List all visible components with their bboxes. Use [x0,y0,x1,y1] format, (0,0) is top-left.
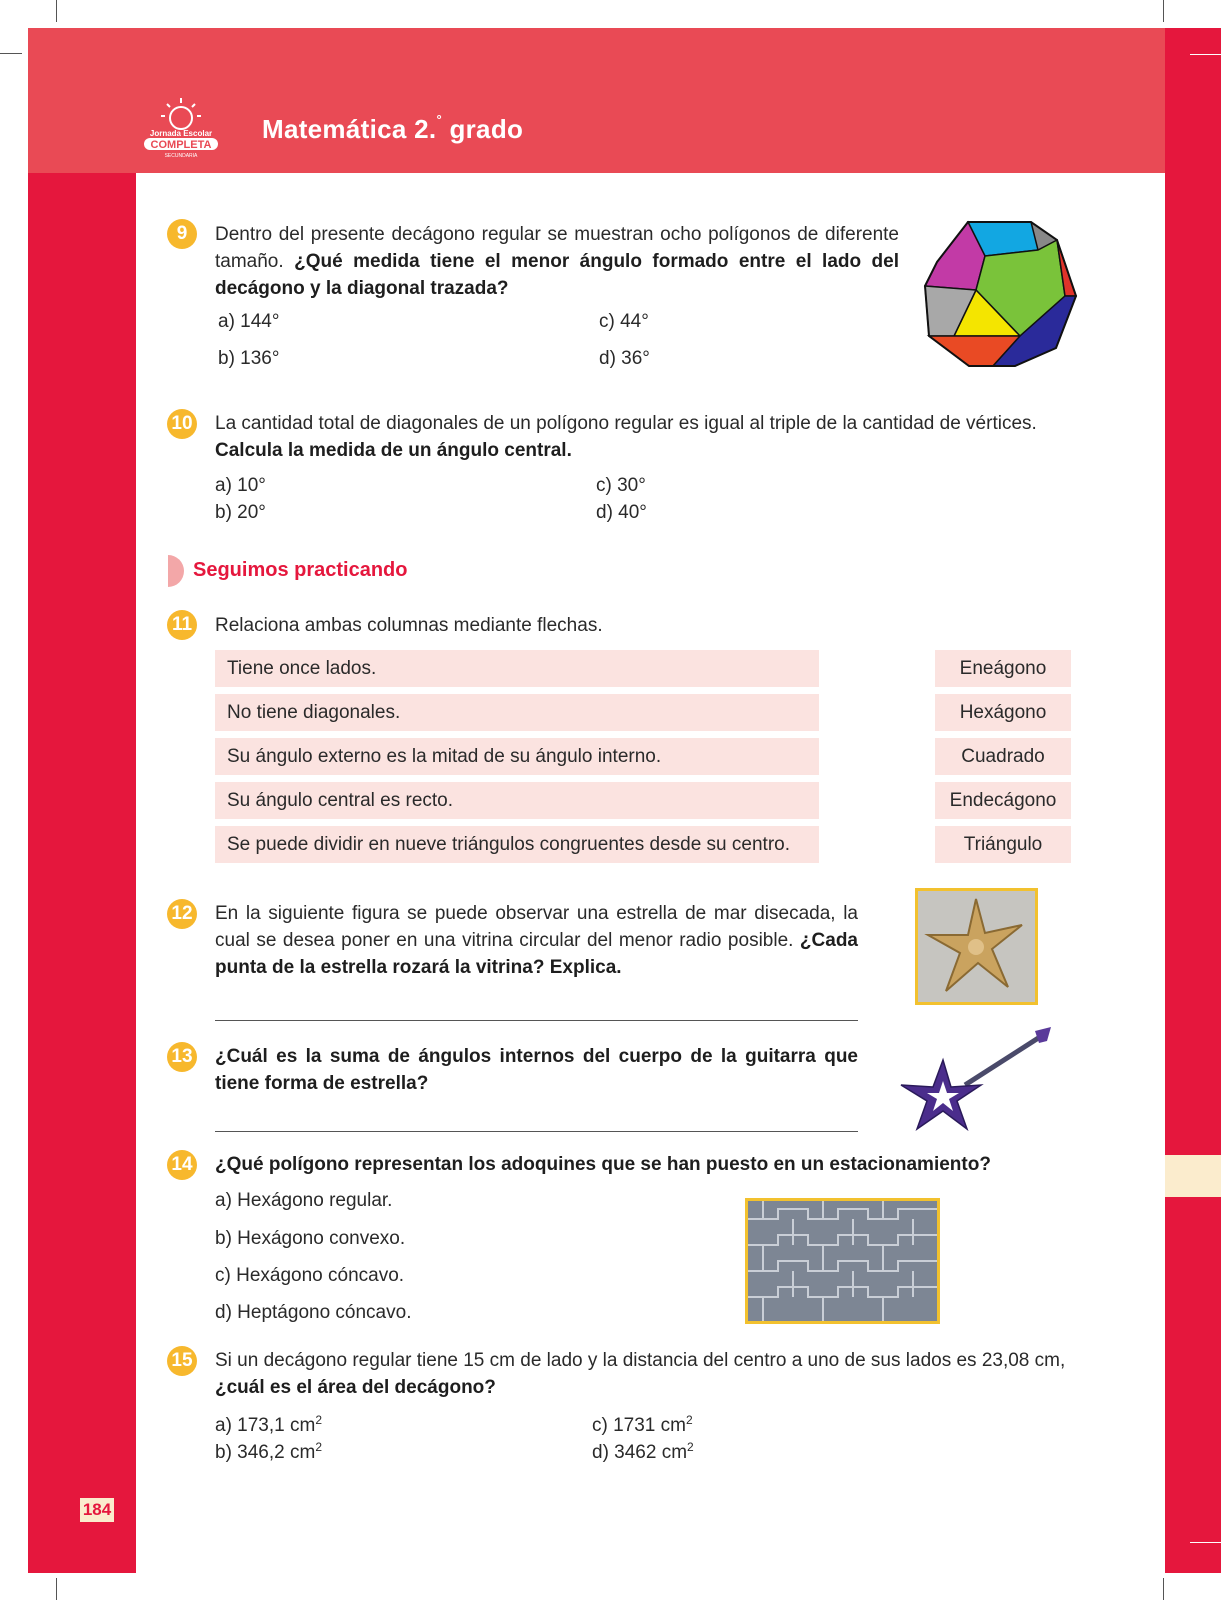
left-column-item: Su ángulo central es recto. [215,782,819,819]
left-margin-band [28,28,136,1573]
crop-mark [1190,54,1221,55]
option-d: d) 3462 $cm^2$ [592,1440,694,1463]
option-b: b) 346,2 $cm^2$ [215,1440,323,1463]
crop-mark [1190,1542,1221,1543]
crop-mark [1163,0,1164,22]
answer-line [215,1131,858,1132]
question-11-text: Relaciona ambas columnas mediante flechas. [215,615,603,636]
question-12-text: En la siguiente figura se puede observar una estrella de mar disecada, la cual se desea poner en una vitrina circular del menor radio posible. ¿Cada punta de la estrella rozará la vitrina? Explica. [215,903,858,978]
option-a: a) 173,1 $cm^2$ [215,1413,323,1436]
left-column-item: Se puede dividir en nueve triángulos congruentes desde su centro. [215,826,819,863]
question-14-text: ¿Qué polígono representan los adoquines que se han puesto en un estacionamiento? [215,1154,991,1175]
right-column-item: Hexágono [935,694,1071,731]
paving-stones-icon [748,1201,937,1321]
left-column-item: No tiene diagonales. [215,694,819,731]
question-10-text: La cantidad total de diagonales de un polígono regular es igual al triple de la cantidad de vértices. Calcula la medida de un ángulo central. [215,413,1037,461]
crop-mark [56,1578,57,1600]
section-marker [168,555,184,587]
option-d: d) 36° [599,348,650,369]
option-b: b) 20° [215,502,266,523]
crop-mark [0,53,22,54]
option-c: c) 30° [596,475,646,496]
right-margin-tab [1165,1155,1221,1197]
question-9-text: Dentro del presente decágono regular se muestran ocho polígonos de diferente tamaño. ¿Qué medida tiene el menor ángulo formado entre el lado del decágono y la diagonal trazada? [215,224,899,299]
logo-text-line1: Jornada Escolar [149,129,213,138]
crop-mark [56,0,57,22]
option-a: a) 10° [215,475,266,496]
logo-text-line2: COMPLETA [150,139,212,151]
page-title: Matemática 2.° grado [262,112,524,144]
right-column-item: Eneágono [935,650,1071,687]
page-number: 184 [80,1498,114,1522]
question-13-text: ¿Cuál es la suma de ángulos internos del cuerpo de la guitarra que tiene forma de estrella? [215,1046,858,1094]
decagon-figure [920,218,1080,368]
option-b: b) Hexágono convexo. [215,1228,406,1249]
question-number-15: 15 [167,1346,197,1376]
crop-mark [1163,1578,1164,1600]
question-number-11: 11 [167,610,197,640]
option-b: b) 136° [218,348,280,369]
star-guitar-figure [895,1025,1055,1140]
right-column-item: Triángulo [935,826,1071,863]
option-c: c) Hexágono cóncavo. [215,1265,405,1286]
option-c: c) 1731 $cm^2$ [592,1413,693,1436]
left-column-item: Tiene once lados. [215,650,819,687]
question-15-text: Si un decágono regular tiene 15 cm de lado y la distancia del centro a uno de sus lados es 23,08 cm, ¿cuál es el área del decágono? [215,1350,1066,1398]
question-number-10: 10 [167,409,197,439]
paving-stones-photo [745,1198,940,1324]
option-a: a) Hexágono regular. [215,1190,393,1211]
option-d: d) Heptágono cóncavo. [215,1302,412,1323]
jornada-escolar-logo [140,96,222,158]
starfish-icon [918,891,1035,1002]
question-number-12: 12 [167,899,197,929]
left-column-item: Su ángulo externo es la mitad de su ángulo interno. [215,738,819,775]
option-d: d) 40° [596,502,647,523]
section-title: Seguimos practicando [193,559,408,581]
starfish-photo [915,888,1038,1005]
answer-line [215,1020,858,1021]
option-c: c) 44° [599,311,649,332]
option-a: a) 144° [218,311,280,332]
logo-text-line3: SECUNDARIA [164,153,198,158]
right-column-item: Cuadrado [935,738,1071,775]
right-margin-band [1165,28,1221,1573]
question-number-9: 9 [167,219,197,249]
right-column-item: Endecágono [935,782,1071,819]
question-number-14: 14 [167,1150,197,1180]
question-number-13: 13 [167,1042,197,1072]
